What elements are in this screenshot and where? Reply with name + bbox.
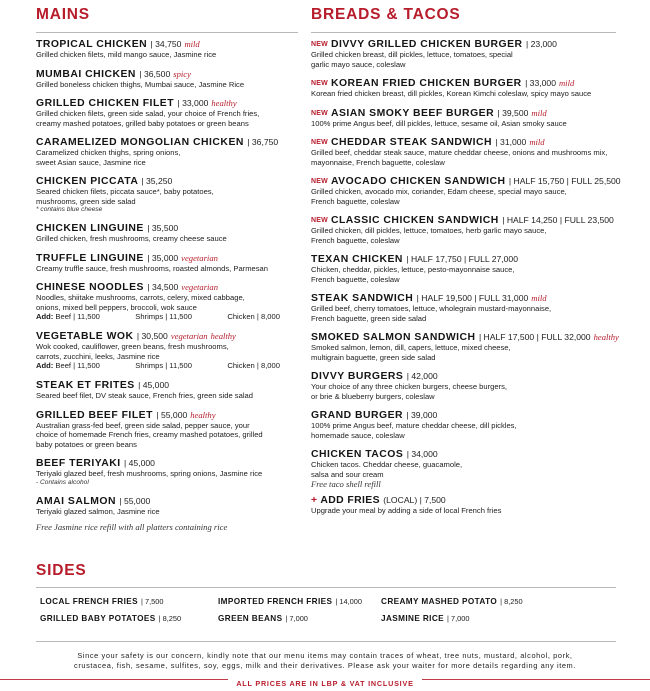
menu-item xyxy=(311,176,621,206)
item-name-row xyxy=(311,176,621,187)
addon-option: Chicken | 8,000 xyxy=(227,361,280,370)
menu-item xyxy=(311,254,616,284)
item-description: Smoked salmon, lemon, dill, capers, lettuce, mixed cheese, xyxy=(311,343,511,352)
item-name-row xyxy=(311,332,619,343)
item-price: | HALF 15,750 | FULL 25,500 xyxy=(508,176,621,186)
allergen-disclaimer xyxy=(40,651,610,670)
item-name: BEEF TERIYAKI xyxy=(36,458,121,469)
item-price: | 45,000 xyxy=(124,458,155,468)
item-name: GRILLED BEEF FILET xyxy=(36,409,153,421)
sides-grid xyxy=(36,597,616,637)
item-price: | 35,250 xyxy=(141,176,173,186)
new-badge: NEW xyxy=(311,109,328,117)
item-name-row xyxy=(311,215,616,226)
item-name: GRAND BURGER xyxy=(311,410,404,421)
side-name: LOCAL FRENCH FRIES xyxy=(40,597,139,606)
item-description: baby potatoes or green beans xyxy=(36,439,137,449)
item-description: Grilled beef, cheddar steak sauce, mature cheddar cheese, onions and mushrooms mix, xyxy=(311,148,608,157)
side-name: CREAMY MASHED POTATO xyxy=(381,597,498,606)
addon-option: Beef | 11,500 xyxy=(55,361,100,370)
item-name: CHICKEN TACOS xyxy=(311,449,404,460)
item-refill-note: Free taco shell refill xyxy=(311,479,381,489)
bottom-divider xyxy=(36,641,616,642)
item-name: DIVVY BURGERS xyxy=(311,371,404,382)
item-price: | 33,000 xyxy=(177,98,209,108)
item-description: French baguette, green side salad xyxy=(311,313,427,323)
menu-item xyxy=(36,137,298,167)
new-badge: NEW xyxy=(311,178,328,185)
item-price: | 45,000 xyxy=(138,380,170,390)
mains-refill-note: Free Jasmine rice refill with all platters containing rice xyxy=(36,522,228,532)
menu-item xyxy=(311,293,616,323)
item-name-row xyxy=(311,137,616,148)
item-description: creamy mashed potatoes, grilled baby potatoes or green beans xyxy=(36,118,249,128)
item-price: | 33,000 xyxy=(525,78,556,88)
item-description: mayonnaise, French baguette, coleslaw xyxy=(311,157,445,167)
item-name-row xyxy=(36,458,298,469)
menu-item xyxy=(36,331,298,371)
menu-item xyxy=(311,332,619,362)
add-fries-name: ADD FRIES xyxy=(320,495,380,506)
item-price: | 23,000 xyxy=(525,39,557,49)
disclaimer-line: crustacea, fish, sesame, sulfites, soy, eggs, milk and their derivatives. Please ask your waiter for more details regarding any item. xyxy=(74,660,576,670)
menu-item xyxy=(36,39,298,60)
item-name-row xyxy=(311,108,616,119)
prices-note: ALL PRICES ARE IN LBP & VAT INCLUSIVE xyxy=(228,679,421,688)
item-name: CLASSIC CHICKEN SANDWICH xyxy=(330,215,499,226)
item-name-row xyxy=(36,69,298,80)
item-name-row xyxy=(36,496,298,507)
side-item xyxy=(381,614,470,623)
item-description: Caramelized chicken thighs, spring onions, xyxy=(36,148,181,157)
side-item xyxy=(40,614,181,623)
side-item xyxy=(381,597,523,606)
item-description: 100% prime Angus beef, mature cheddar cheese, dill pickles, xyxy=(311,421,517,430)
item-name: CHEDDAR STEAK SANDWICH xyxy=(330,137,493,148)
item-tag: vegetarian xyxy=(181,282,219,292)
item-name: GRILLED CHICKEN FILET xyxy=(36,98,175,109)
item-name: CHINESE NOODLES xyxy=(36,282,144,293)
item-description: or brie & blueberry burgers, coleslaw xyxy=(311,391,435,401)
item-name: CARAMELIZED MONGOLIAN CHICKEN xyxy=(36,137,244,148)
mains-divider xyxy=(36,32,298,33)
add-fries-desc: Upgrade your meal by adding a side of local French fries xyxy=(311,506,502,515)
item-tag: spicy xyxy=(173,68,191,79)
item-description: choice of homemade French fries, creamy mashed potatoes, grilled xyxy=(36,430,263,439)
item-price: | 55,000 xyxy=(119,495,151,506)
item-description: Grilled chicken filets, green side salad, your choice of French fries, xyxy=(36,109,260,118)
item-description: Korean fried chicken breast, dill pickles, Korean Kimchi coleslaw, spicy mayo sauce xyxy=(311,89,592,98)
item-description: homemade sauce, coleslaw xyxy=(311,430,405,440)
item-name: AVOCADO CHICKEN SANDWICH xyxy=(330,176,506,187)
item-tag: healthy xyxy=(593,332,619,342)
item-description: French baguette, coleslaw xyxy=(311,274,400,284)
item-name-row xyxy=(36,137,298,148)
item-name-row xyxy=(36,331,298,342)
menu-item xyxy=(36,282,298,322)
breads-section xyxy=(311,0,621,516)
item-tag: vegetarian xyxy=(181,252,218,263)
menu-item xyxy=(36,176,298,214)
item-price: | HALF 17,750 | FULL 27,000 xyxy=(406,254,518,264)
addon-option: Shrimps | 11,500 xyxy=(135,312,192,321)
sides-section xyxy=(36,562,616,637)
item-price: | 36,500 xyxy=(139,68,171,79)
item-name-row xyxy=(311,78,616,89)
item-name-row xyxy=(36,176,298,187)
item-name-row xyxy=(36,253,298,264)
side-item xyxy=(40,597,164,606)
item-description: French baguette, coleslaw xyxy=(311,196,400,206)
item-description: sweet Asian sauce, Jasmine rice xyxy=(36,157,146,167)
item-description: mushrooms, green side salad xyxy=(36,196,136,206)
item-description: Grilled chicken breast, dill pickles, lettuce, tomatoes, special xyxy=(311,50,513,59)
menu-item xyxy=(311,108,616,129)
item-name: VEGETABLE WOK xyxy=(36,331,134,342)
item-name: TEXAN CHICKEN xyxy=(311,254,403,265)
menu-item xyxy=(36,458,298,487)
item-description: Your choice of any three chicken burgers, cheese burgers, xyxy=(311,382,508,391)
add-fries-price: (LOCAL) | 7,500 xyxy=(383,495,446,505)
new-badge: NEW xyxy=(311,217,328,224)
item-price: | HALF 19,500 | FULL 31,000 xyxy=(416,293,529,303)
menu-item xyxy=(36,69,298,90)
addon-option: Chicken | 8,000 xyxy=(227,312,280,321)
side-price: | 8,250 xyxy=(500,597,523,606)
item-name: DIVVY GRILLED CHICKEN BURGER xyxy=(330,39,523,50)
item-description: Noodles, shiitake mushrooms, carrots, celery, mixed cabbage, xyxy=(36,293,245,302)
item-name: CHICKEN LINGUINE xyxy=(36,223,144,234)
breads-title: BREADS & TACOS xyxy=(311,6,461,23)
item-name: AMAI SALMON xyxy=(36,495,116,507)
item-name: TRUFFLE LINGUINE xyxy=(36,252,144,264)
item-tag: mild xyxy=(529,137,545,147)
side-price: | 14,000 xyxy=(335,597,362,606)
item-price: | 39,500 xyxy=(497,107,529,118)
item-addons xyxy=(36,361,280,371)
menu-item xyxy=(311,449,616,489)
menu-item xyxy=(311,371,616,401)
addon-option: Beef | 11,500 xyxy=(55,312,100,321)
item-name-row xyxy=(36,223,298,234)
item-description: Grilled chicken, fresh mushrooms, creamy cheese sauce xyxy=(36,234,227,243)
menu-item xyxy=(36,223,298,244)
disclaimer-line: Since your safety is our concern, kindly note that our menu items may contain traces of wheat, tree nuts, mustard, alcohol, pork, xyxy=(77,651,573,660)
sides-title: SIDES xyxy=(36,562,87,579)
side-price: | 8,250 xyxy=(158,614,182,623)
item-description: Chicken tacos. Cheddar cheese, guacamole, xyxy=(311,460,463,469)
item-price: | HALF 17,500 | FULL 32,000 xyxy=(478,332,591,342)
item-price: | 39,000 xyxy=(406,410,438,420)
item-name-row xyxy=(311,39,616,50)
item-name: TROPICAL CHICKEN xyxy=(36,39,148,50)
item-tag: healthy xyxy=(211,98,237,108)
item-name: STEAK SANDWICH xyxy=(311,293,414,304)
item-description: Grilled boneless chicken thighs, Mumbai sauce, Jasmine Rice xyxy=(36,79,245,89)
item-description: Australian grass-fed beef, green side salad, pepper sauce, your xyxy=(36,420,250,430)
menu-item xyxy=(36,410,298,450)
addons-label: Add: xyxy=(36,361,54,370)
addon-option: Shrimps | 11,500 xyxy=(135,361,192,370)
side-name: JASMINE RICE xyxy=(381,614,445,623)
item-tag: mild xyxy=(531,293,547,303)
breads-divider xyxy=(311,32,616,33)
menu-item xyxy=(36,496,298,517)
item-note: - Contains alcohol xyxy=(36,478,89,486)
item-tag: healthy xyxy=(210,331,236,341)
item-name-row xyxy=(36,410,298,421)
item-description: Wok cooked, cauliflower, green beans, fresh mushrooms, xyxy=(36,342,229,351)
item-addons xyxy=(36,312,280,322)
item-name-row xyxy=(36,380,298,391)
item-description: carrots, zucchini, leeks, Jasmine rice xyxy=(36,351,160,361)
item-tag: mild xyxy=(531,107,547,118)
side-name: GREEN BEANS xyxy=(218,614,283,623)
item-description: multigrain baguette, green side salad xyxy=(311,352,436,362)
menu-item xyxy=(36,253,298,274)
side-price: | 7,000 xyxy=(447,614,470,623)
side-name: IMPORTED FRENCH FRIES xyxy=(218,597,333,606)
item-price: | 30,500 xyxy=(136,331,168,341)
menu-item xyxy=(311,137,616,167)
item-description: Grilled chicken, dill pickles, lettuce, tomatoes, herb garlic mayo sauce, xyxy=(311,226,547,235)
mains-list xyxy=(36,39,298,516)
item-description: garlic mayo sauce, coleslaw xyxy=(311,59,406,69)
item-name: CHICKEN PICCATA xyxy=(36,176,138,187)
item-description: Grilled beef, cherry tomatoes, lettuce, wholegrain mustard-mayonnaise, xyxy=(311,304,552,313)
item-name: SMOKED SALMON SANDWICH xyxy=(311,332,476,343)
item-name-row xyxy=(36,98,298,109)
addons-label: Add: xyxy=(36,312,54,321)
item-name: ASIAN SMOKY BEEF BURGER xyxy=(330,107,495,119)
item-description: Seared beef filet, DV steak sauce, French fries, green side salad xyxy=(36,391,253,400)
item-note: * contains blue cheese xyxy=(36,206,103,213)
item-description: Seared chicken filets, piccata sauce*, baby potatoes, xyxy=(36,187,214,196)
side-price: | 7,500 xyxy=(141,597,164,606)
item-description: Chicken, cheddar, pickles, lettuce, pesto-mayonnaise sauce, xyxy=(311,265,515,274)
item-tag: mild xyxy=(184,39,200,49)
item-tag: healthy xyxy=(190,409,216,420)
item-name-row xyxy=(311,254,616,265)
item-name: KOREAN FRIED CHICKEN BURGER xyxy=(330,78,522,89)
menu-item xyxy=(36,98,298,128)
menu-item xyxy=(311,39,616,69)
breads-list xyxy=(311,39,621,489)
side-name: GRILLED BABY POTATOES xyxy=(40,614,156,623)
item-description: Teriyaki glazed salmon, Jasmine rice xyxy=(36,506,160,516)
item-price: | 42,000 xyxy=(406,371,438,381)
side-item xyxy=(218,597,362,606)
item-price: | 35,000 xyxy=(147,252,179,263)
item-price: | 34,000 xyxy=(406,449,438,459)
item-description: Grilled chicken, avocado mix, coriander, Edam cheese, special mayo sauce, xyxy=(311,187,567,196)
item-price: | 35,500 xyxy=(147,223,179,233)
item-description: Grilled chicken filets, mild mango sauce, Jasmine rice xyxy=(36,50,217,59)
item-name: MUMBAI CHICKEN xyxy=(36,68,136,80)
item-description: French baguette, coleslaw xyxy=(311,235,400,245)
item-price: | 31,000 xyxy=(495,137,527,147)
mains-title: MAINS xyxy=(36,6,90,23)
item-tag: mild xyxy=(558,78,575,88)
menu-item xyxy=(36,380,298,401)
side-item xyxy=(218,614,308,623)
menu-item xyxy=(311,215,616,245)
item-description: Teriyaki glazed beef, fresh mushrooms, spring onions, Jasmine rice xyxy=(36,469,263,478)
new-badge: NEW xyxy=(311,80,328,87)
item-name-row xyxy=(36,39,298,50)
item-price: | HALF 14,250 | FULL 23,500 xyxy=(502,215,614,225)
item-description: 100% prime Angus beef, dill pickles, lettuce, sesame oil, Asian smoky sauce xyxy=(311,118,567,128)
item-name-row xyxy=(311,410,616,421)
footer xyxy=(0,673,650,691)
sides-divider xyxy=(36,587,616,588)
item-name-row xyxy=(311,293,616,304)
item-description: onions, mixed bell peppers, broccoli, wok sauce xyxy=(36,302,197,312)
item-name: STEAK ET FRITES xyxy=(36,380,135,391)
item-name-row xyxy=(311,371,616,382)
item-price: | 55,000 xyxy=(156,409,188,420)
menu-item xyxy=(311,78,616,99)
item-tag: vegetarian xyxy=(170,331,208,341)
item-price: | 34,500 xyxy=(147,282,179,292)
item-name-row xyxy=(311,449,616,460)
new-badge: NEW xyxy=(311,139,328,146)
item-price: | 36,750 xyxy=(247,137,279,147)
item-name-row xyxy=(36,282,298,293)
add-fries-name-row xyxy=(311,495,616,506)
side-price: | 7,000 xyxy=(285,614,308,623)
plus-icon: + xyxy=(311,495,318,506)
mains-section xyxy=(36,0,298,532)
item-price: | 34,750 xyxy=(150,39,182,49)
new-badge: NEW xyxy=(311,41,328,48)
add-fries-item xyxy=(311,495,616,516)
item-description: salsa and sour cream xyxy=(311,469,384,479)
menu-item xyxy=(311,410,616,440)
item-description: Creamy truffle sauce, fresh mushrooms, roasted almonds, Parmesan xyxy=(36,263,268,273)
